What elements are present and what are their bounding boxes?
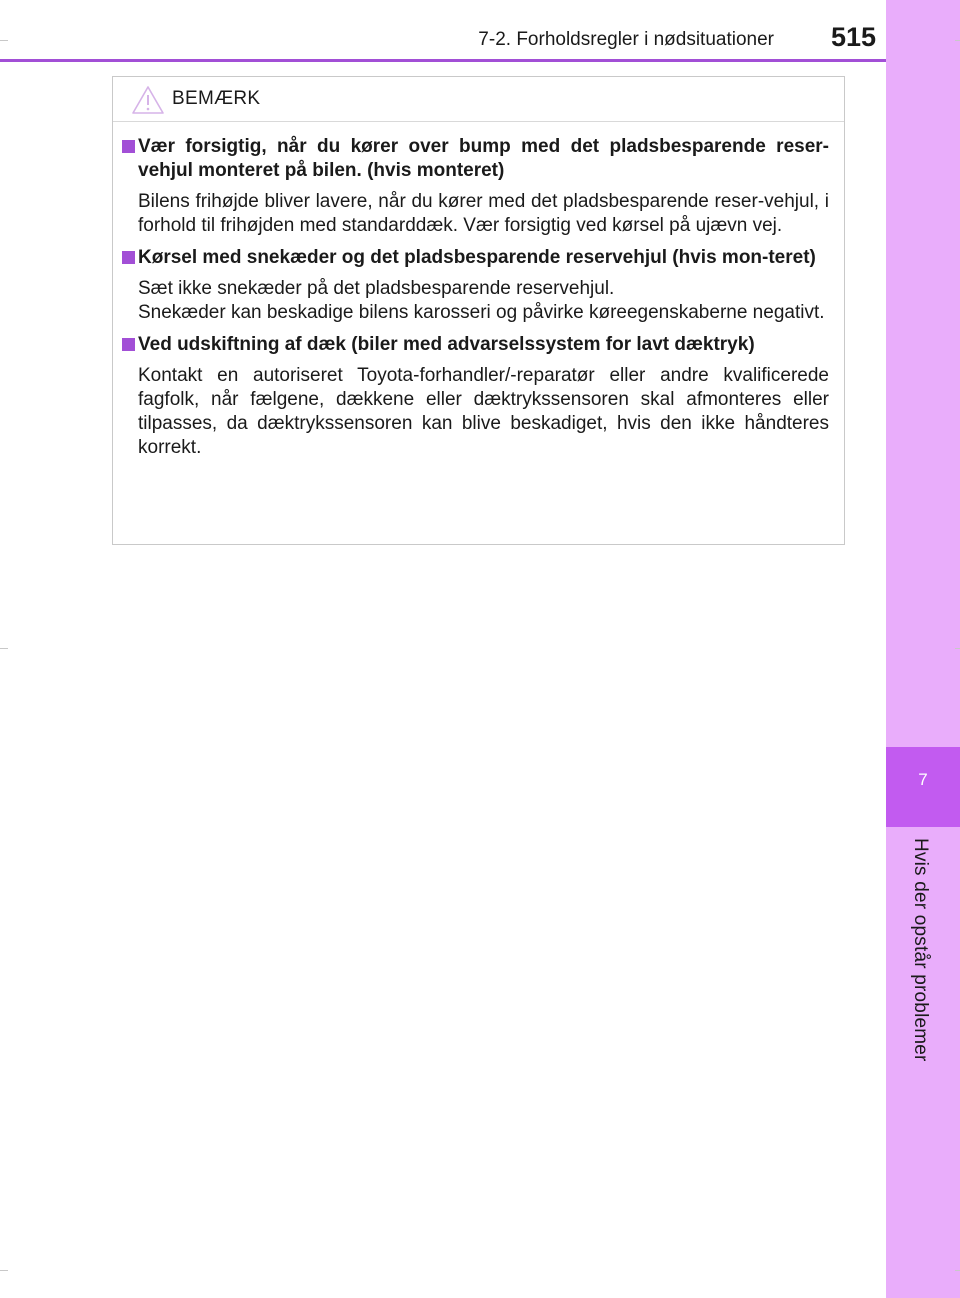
notice-item-text-line: Sæt ikke snekæder på det pladsbesparende reservehjul. bbox=[138, 278, 615, 299]
notice-item bbox=[113, 333, 844, 460]
notice-title: BEMÆRK bbox=[172, 88, 261, 109]
notice-item bbox=[113, 246, 844, 325]
notice-item-text-line: Snekæder kan beskadige bilens karosseri og påvirke køreegenskaberne negativt. bbox=[138, 302, 825, 323]
chapter-side-tab bbox=[886, 0, 960, 1298]
crop-mark bbox=[955, 648, 960, 649]
notice-header bbox=[113, 77, 844, 121]
page-header bbox=[0, 0, 886, 62]
section-title: 7-2. Forholdsregler i nødsituationer bbox=[478, 29, 774, 50]
notice-body bbox=[113, 135, 844, 468]
notice-item-heading: Kørsel med snekæder og det pladsbesparende reservehjul (hvis mon-teret) bbox=[138, 247, 816, 268]
header-divider bbox=[0, 59, 886, 62]
notice-item-text: Kontakt en autoriseret Toyota-forhandler/-reparatør eller andre kvalificerede fagfolk, når fælgene, dækkene eller dæktrykssensoren skal afmonteres eller tilpasses, da dæktrykssensoren kan blive beskadiget, hvis den ikke håndteres korrekt. bbox=[138, 365, 829, 458]
square-bullet-icon bbox=[122, 140, 135, 153]
page-number: 515 bbox=[830, 22, 876, 52]
notice-item-heading: Vær forsigtig, når du kører over bump med det pladsbesparende reser-vehjul monteret på bilen. (hvis monteret) bbox=[138, 136, 829, 181]
crop-mark bbox=[0, 1270, 8, 1271]
chapter-title: Hvis der opstår problemer bbox=[910, 838, 931, 1062]
crop-mark bbox=[955, 1270, 960, 1271]
warning-triangle-icon bbox=[131, 85, 165, 115]
square-bullet-icon bbox=[122, 338, 135, 351]
notice-box bbox=[112, 76, 845, 545]
crop-mark bbox=[0, 40, 8, 41]
notice-divider bbox=[113, 121, 844, 122]
chapter-number: 7 bbox=[918, 770, 928, 789]
notice-item-text bbox=[138, 277, 829, 325]
notice-item-text: Bilens frihøjde bliver lavere, når du kører med det pladsbesparende reser-vehjul, i forhold til frihøjden med standarddæk. Vær forsigtig ved kørsel på ujævn vej. bbox=[138, 191, 829, 236]
crop-mark bbox=[955, 40, 960, 41]
notice-item-heading: Ved udskiftning af dæk (biler med advarselssystem for lavt dæktryk) bbox=[138, 334, 755, 355]
notice-item bbox=[113, 135, 844, 238]
crop-mark bbox=[0, 648, 8, 649]
square-bullet-icon bbox=[122, 251, 135, 264]
